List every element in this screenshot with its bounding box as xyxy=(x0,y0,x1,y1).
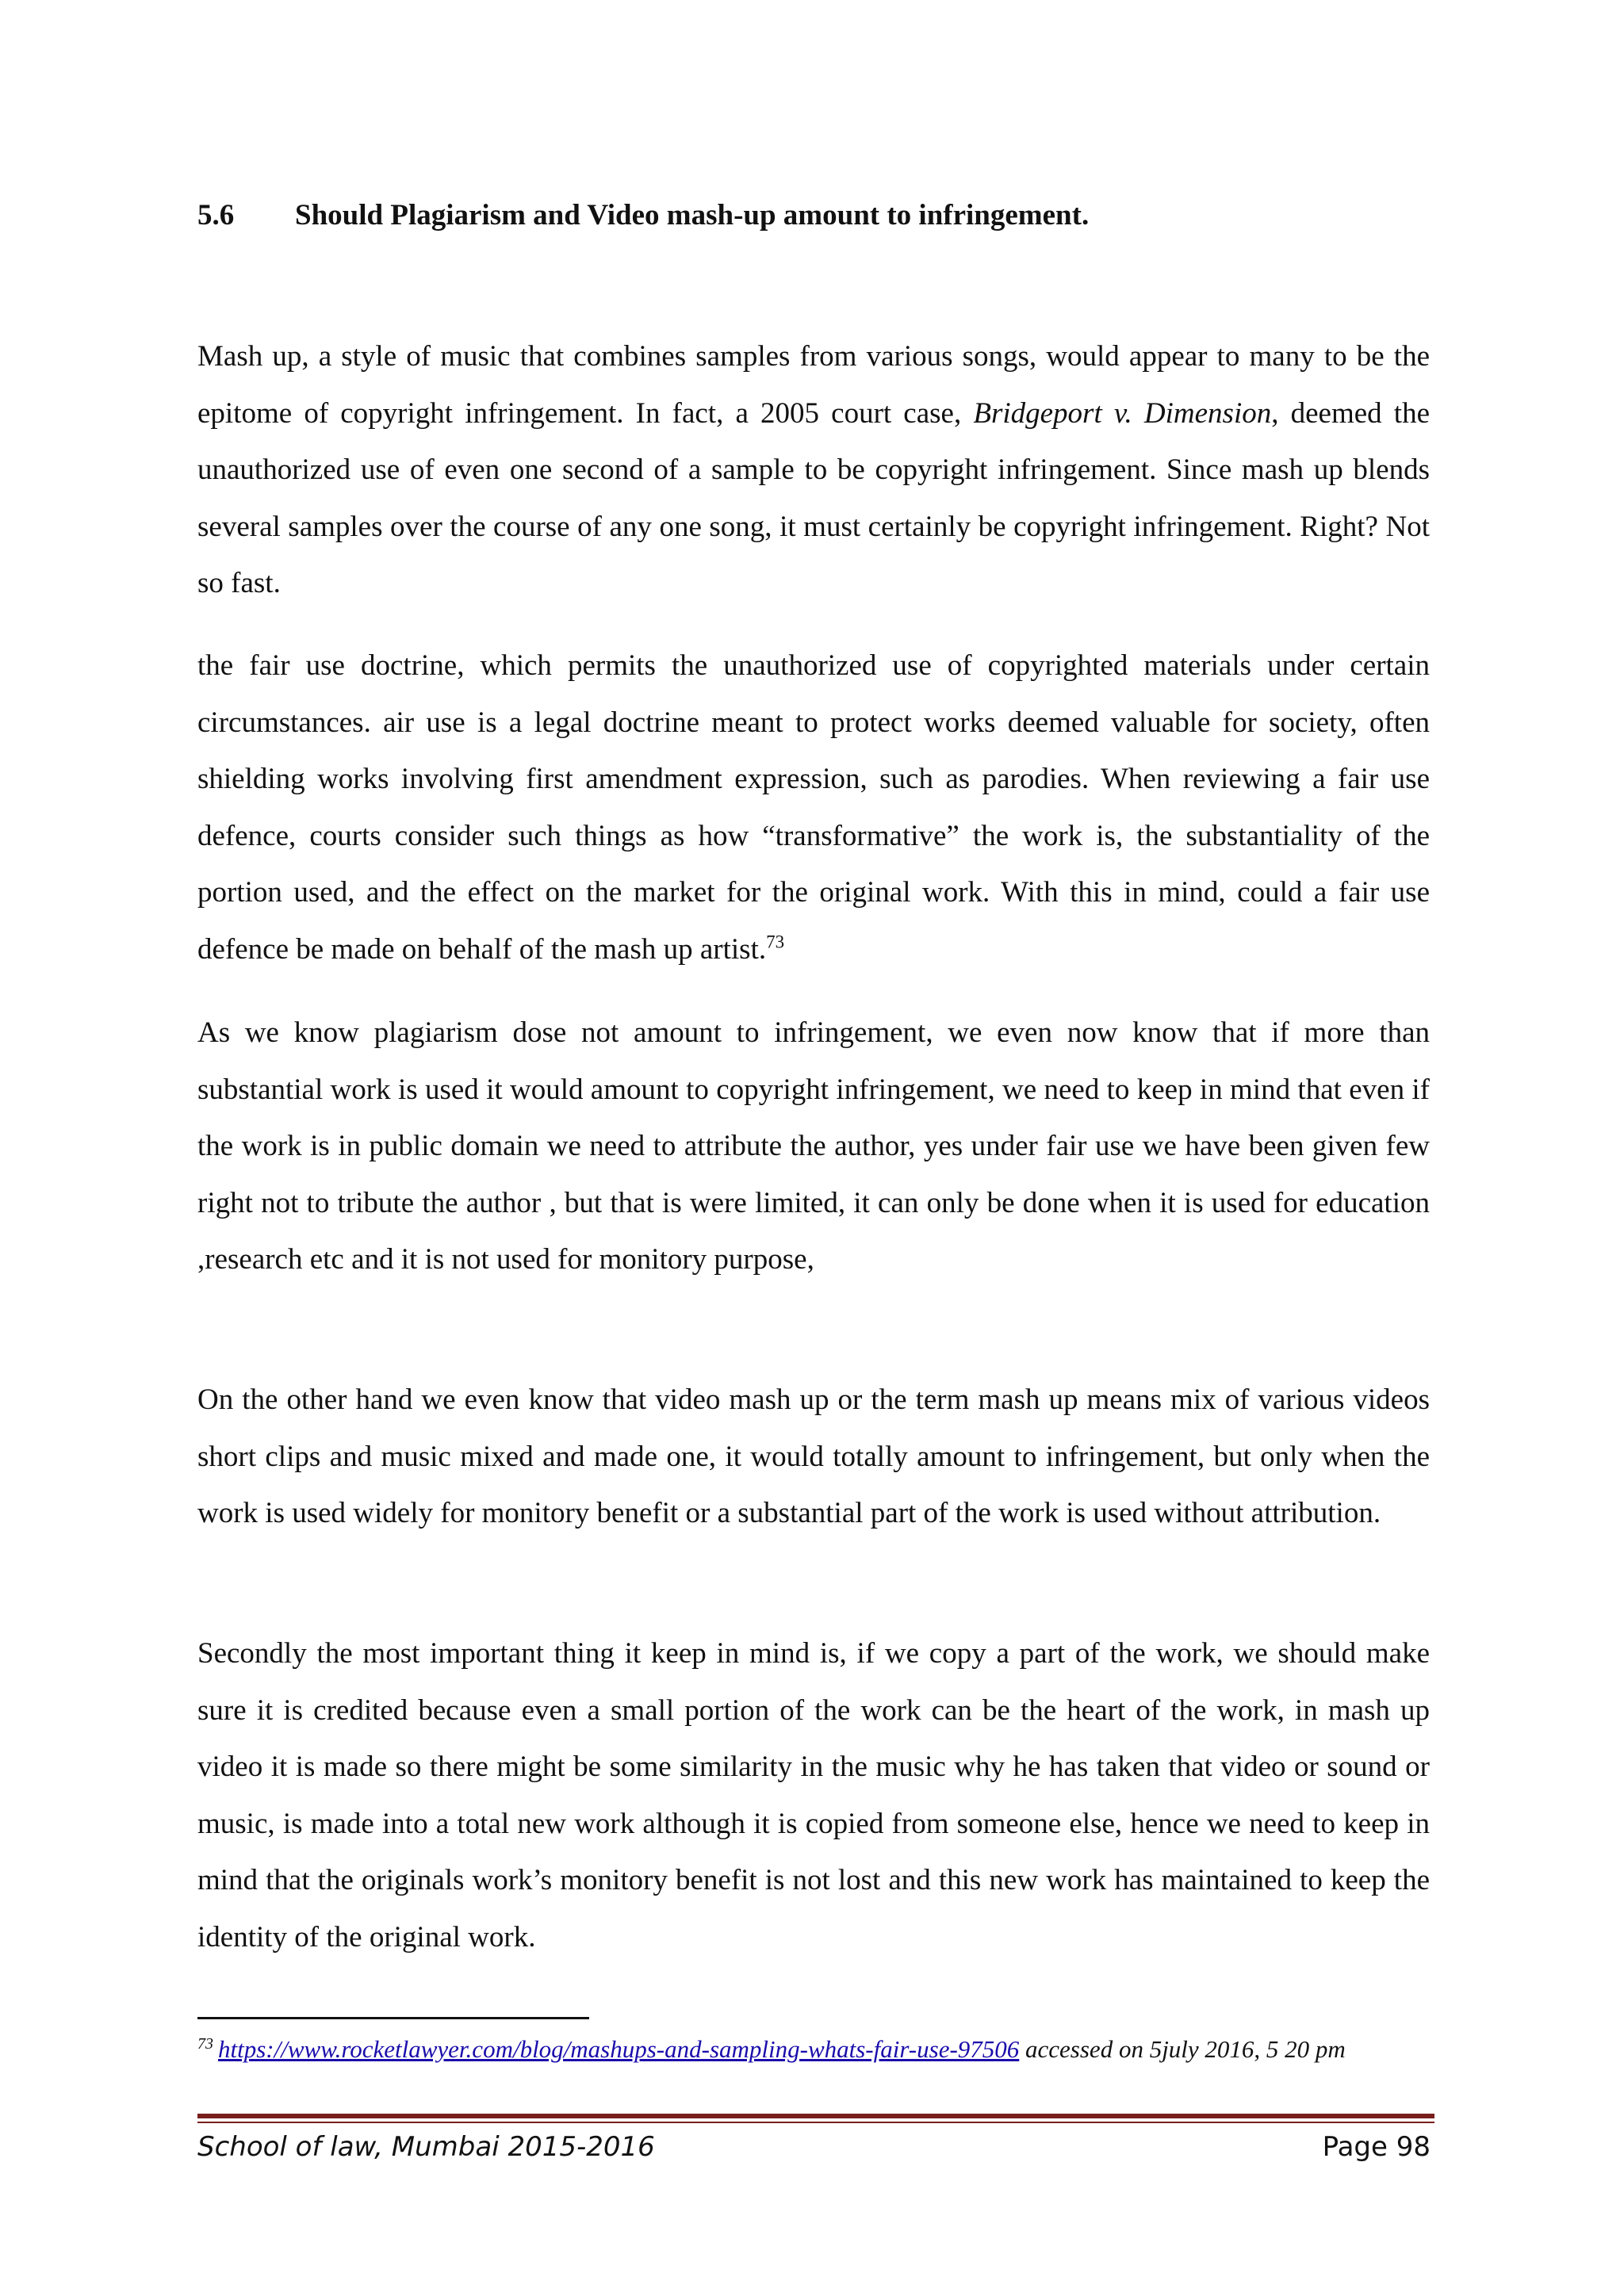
section-number: 5.6 xyxy=(197,199,235,232)
footer-rule-thin xyxy=(197,2122,1434,2123)
paragraph-4 xyxy=(197,1372,1430,1542)
case-name: Bridgeport v. Dimension xyxy=(973,396,1272,430)
paragraph-1-text-a: Mash up, a style of music that combines samples from various songs, would appear to many to be the epitome of copyright infringement. In fact, a 2005 court case, xyxy=(197,340,1430,430)
paragraph-3-text: As we know plagiarism dose not amount to infringement, we even now know that if more than substantial work is used it would amount to copyright infringement, we need to keep in mind that even if the work is in public domain we need to attribute the author, yes under fair use we have been given few right not to tribute the author , but that is were limited, it can only be done when it is used for education ,research etc and it is not used for monitory purpose, xyxy=(197,1016,1430,1276)
footnote-mark: 73 xyxy=(197,2034,213,2053)
paragraph-1-text-b: , deemed the unauthorized use of even one second of a sample to be copyright infringement. Since mash up blends several samples over the course of any one song, it must certainly be copyright infringement. Right? Not so fast. xyxy=(197,396,1430,599)
page-number: Page 98 xyxy=(1322,2131,1431,2163)
footer-rule-thick xyxy=(197,2114,1434,2118)
section-heading xyxy=(197,197,1434,235)
paragraph-5 xyxy=(197,1625,1430,1965)
section-title: Should Plagiarism and Video mash-up amount to infringement. xyxy=(295,199,1090,232)
footnote-reference[interactable]: 73 xyxy=(766,932,785,952)
paragraph-4-text: On the other hand we even know that video mash up or the term mash up means mix of various videos short clips and music mixed and made one, it would totally amount to infringement, but only when the work is used widely for monitory benefit or a substantial part of the work is used without attribution. xyxy=(197,1383,1430,1529)
paragraph-2 xyxy=(197,637,1430,978)
footnote-link[interactable]: https://www.rocketlawyer.com/blog/mashups-and-sampling-whats-fair-use-97506 xyxy=(218,2035,1020,2063)
footer-institution: School of law, Mumbai 2015-2016 xyxy=(197,2131,655,2163)
paragraph-5-text: Secondly the most important thing it keep in mind is, if we copy a part of the work, we should make sure it is credited because even a small portion of the work can be the heart of the work, in mash up video it is made so there might be some similarity in the music why he has taken that video or sound or music, is made into a total new work although it is copied from someone else, hence we need to keep in mind that the originals work’s monitory benefit is not lost and this new work has maintained to keep the identity of the original work. xyxy=(197,1637,1430,1954)
footnote xyxy=(197,2034,1434,2065)
footnote-text: accessed on 5july 2016, 5 20 pm xyxy=(1019,2035,1346,2063)
paragraph-3 xyxy=(197,1004,1430,1288)
paragraph-1 xyxy=(197,328,1430,612)
footnote-divider xyxy=(197,2017,589,2019)
paragraph-2-text: the fair use doctrine, which permits the unauthorized use of copyrighted materials under certain circumstances. air use is a legal doctrine meant to protect works deemed valuable for society, often shielding works involving first amendment expression, such as parodies. When reviewing a fair use defence, courts consider such things as how “transformative” the work is, the substantiality of the portion used, and the effect on the market for the original work. With this in mind, could a fair use defence be made on behalf of the mash up artist. xyxy=(197,649,1430,966)
